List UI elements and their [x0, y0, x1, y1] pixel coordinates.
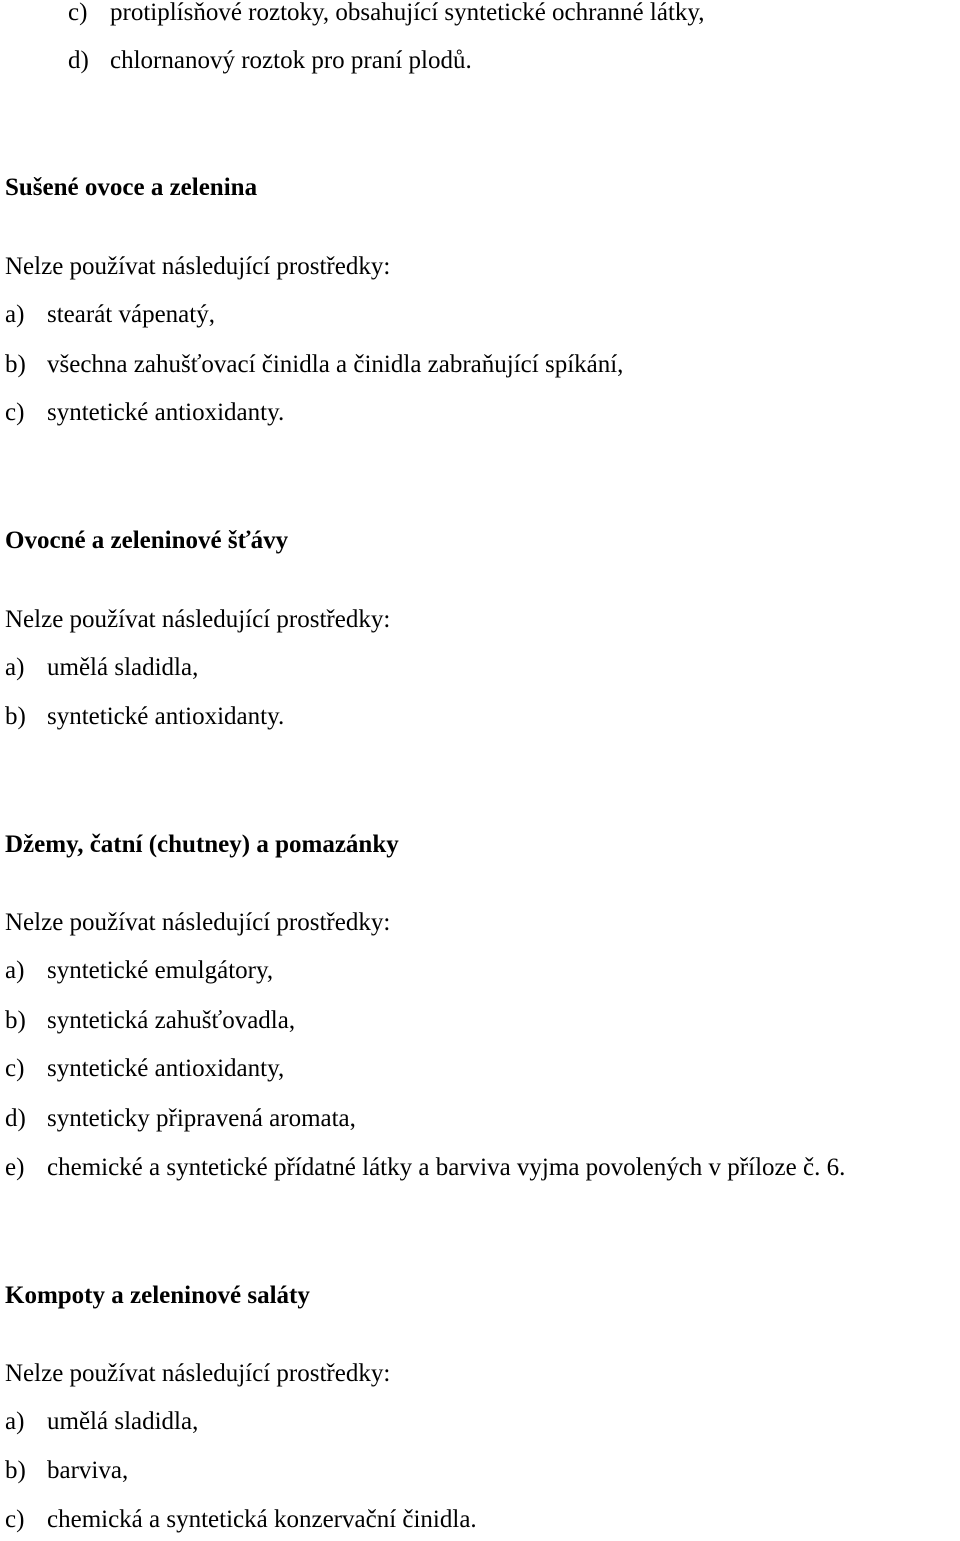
section-heading: Ovocné a zeleninové šťávy: [5, 527, 289, 554]
list-item: [5, 1153, 845, 1183]
list-marker: c): [68, 0, 88, 26]
list-item-text: barviva,: [47, 1457, 129, 1484]
list-item-text: syntetické antioxidanty.: [47, 703, 285, 730]
list-item: [5, 702, 284, 732]
list-marker: b): [5, 1007, 26, 1034]
list-item: [5, 398, 284, 428]
list-marker: a): [5, 957, 25, 984]
list-item-text: umělá sladidla,: [47, 1408, 199, 1435]
list-item: [5, 1054, 284, 1084]
list-marker: b): [5, 703, 26, 730]
list-item: [5, 956, 273, 986]
list-item-text: stearát vápenatý,: [47, 301, 215, 328]
section-intro: Nelze používat následující prostředky:: [5, 1360, 391, 1387]
list-item: [5, 1104, 356, 1134]
list-item: [5, 1006, 295, 1036]
section-heading: Sušené ovoce a zelenina: [5, 174, 258, 201]
list-item-text: všechna zahušťovací činidla a činidla zabraňující spíkání,: [47, 351, 624, 378]
list-item: [68, 0, 705, 28]
list-item-text: syntetické antioxidanty,: [47, 1055, 285, 1082]
list-marker: c): [5, 399, 25, 426]
list-marker: a): [5, 1408, 25, 1435]
list-item: [5, 1505, 477, 1535]
list-item: [5, 1456, 128, 1486]
section-heading: Džemy, čatní (chutney) a pomazánky: [5, 831, 399, 858]
list-marker: a): [5, 654, 25, 681]
list-item-text: protiplísňové roztoky, obsahující syntetické ochranné látky,: [110, 0, 705, 26]
list-item-text: synteticky připravená aromata,: [47, 1105, 356, 1132]
section-intro: Nelze používat následující prostředky:: [5, 253, 391, 280]
list-item-text: umělá sladidla,: [47, 654, 199, 681]
list-marker: d): [5, 1105, 26, 1132]
section-intro: Nelze používat následující prostředky:: [5, 909, 391, 936]
list-item-text: chlornanový roztok pro praní plodů.: [110, 47, 472, 74]
list-marker: a): [5, 301, 25, 328]
section-intro: Nelze používat následující prostředky:: [5, 606, 391, 633]
list-marker: c): [5, 1055, 25, 1082]
list-marker: e): [5, 1154, 25, 1181]
list-marker: c): [5, 1506, 25, 1533]
list-item-text: chemické a syntetické přídatné látky a barviva vyjma povolených v příloze č. 6.: [47, 1154, 846, 1181]
list-item: [5, 1407, 198, 1437]
list-item: [5, 350, 623, 380]
list-item-text: syntetické antioxidanty.: [47, 399, 285, 426]
list-item: [5, 653, 198, 683]
list-item-text: syntetická zahušťovadla,: [47, 1007, 296, 1034]
list-marker: b): [5, 351, 26, 378]
list-item: [5, 300, 215, 330]
list-item-text: chemická a syntetická konzervační činidla.: [47, 1506, 477, 1533]
list-item-text: syntetické emulgátory,: [47, 957, 274, 984]
list-item: [68, 46, 472, 76]
list-marker: b): [5, 1457, 26, 1484]
list-marker: d): [68, 47, 89, 74]
section-heading: Kompoty a zeleninové saláty: [5, 1282, 310, 1309]
